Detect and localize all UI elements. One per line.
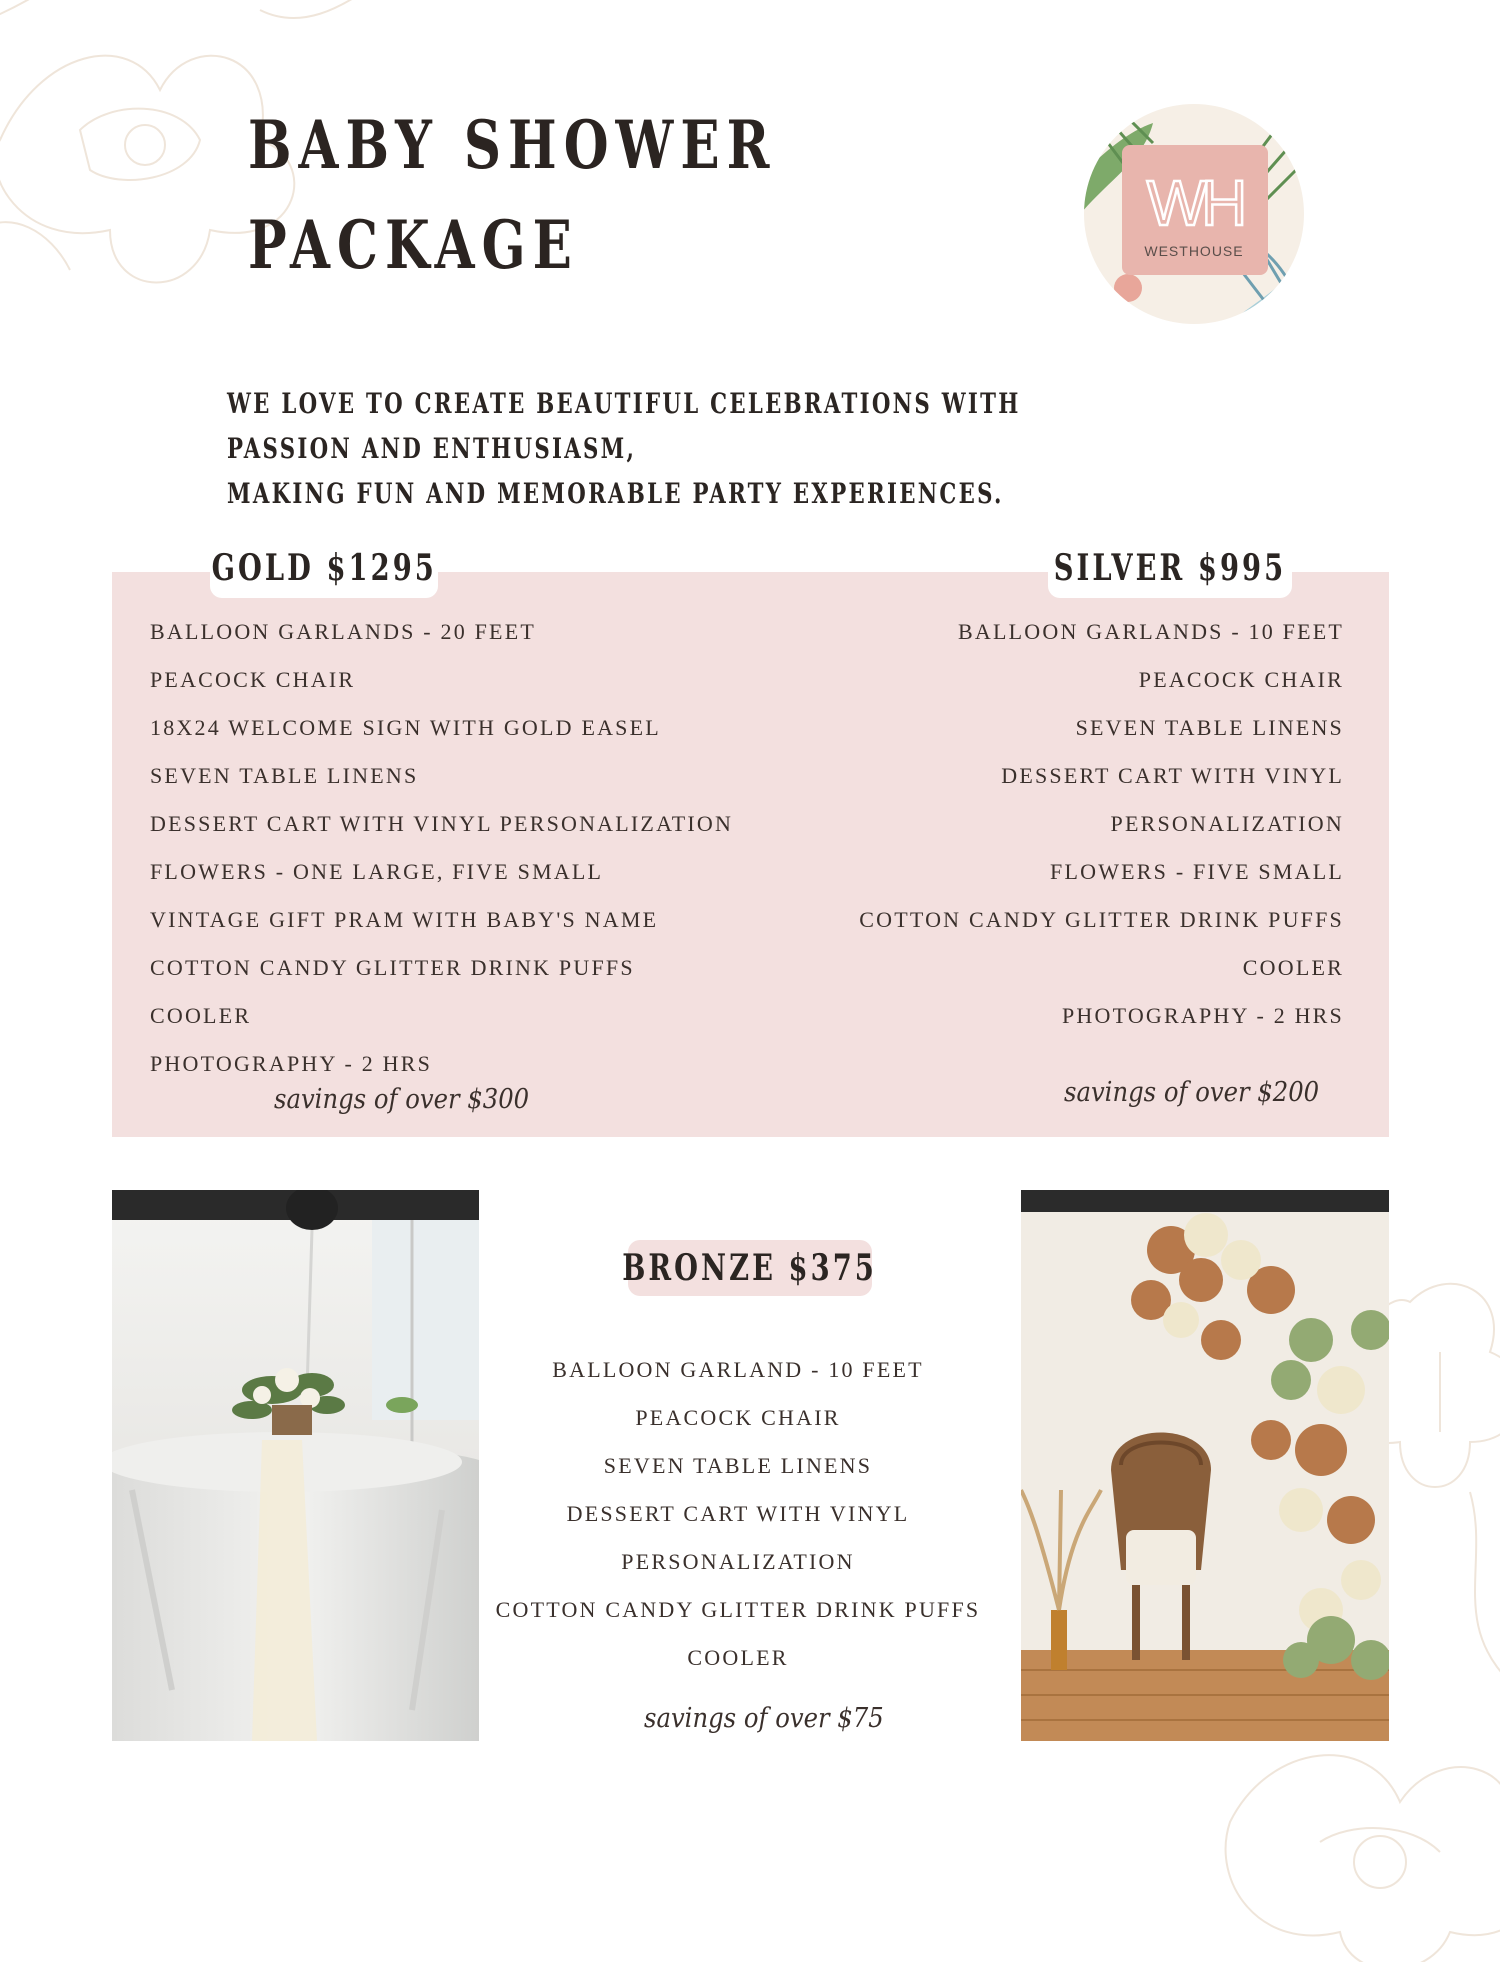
intro-line-1: WE LOVE TO CREATE BEAUTIFUL CELEBRATIONS WITH PASSION AND ENTHUSIASM,: [227, 387, 1021, 465]
list-item: COOLER: [687, 1645, 789, 1670]
westhouse-logo: [1083, 103, 1305, 325]
list-item: PERSONALIZATION: [621, 1549, 855, 1574]
list-item: PEACOCK CHAIR: [150, 667, 356, 692]
list-item: PERSONALIZATION: [1110, 811, 1344, 836]
list-item: DESSERT CART WITH VINYL PERSONALIZATION: [150, 811, 734, 836]
list-item: SEVEN TABLE LINENS: [150, 763, 419, 788]
list-item: PEACOCK CHAIR: [635, 1405, 841, 1430]
gold-package-label-text: GOLD $1295: [211, 547, 437, 589]
list-item: VINTAGE GIFT PRAM WITH BABY'S NAME: [150, 907, 659, 932]
gold-item-list: [150, 608, 733, 1088]
silver-item-list: [859, 608, 1344, 1040]
peacock-chair-photo: [1021, 1190, 1389, 1741]
intro-line-2: MAKING FUN AND MEMORABLE PARTY EXPERIENCES.: [227, 477, 1004, 510]
list-item: COOLER: [150, 1003, 252, 1028]
table-setting-photo: [112, 1190, 479, 1741]
gold-package-label: [210, 538, 438, 598]
bronze-package-label: [622, 1240, 878, 1296]
list-item: COTTON CANDY GLITTER DRINK PUFFS: [859, 907, 1344, 932]
list-item: SEVEN TABLE LINENS: [1075, 715, 1344, 740]
list-item: COTTON CANDY GLITTER DRINK PUFFS: [150, 955, 635, 980]
list-item: COOLER: [1242, 955, 1344, 980]
list-item: PEACOCK CHAIR: [1138, 667, 1344, 692]
title-line-2: PACKAGE: [248, 206, 579, 284]
logo-monogram: WH: [1146, 167, 1242, 239]
page-title: [248, 95, 776, 295]
title-line-1: BABY SHOWER: [248, 106, 777, 184]
bronze-package-label-text: BRONZE $375: [622, 1247, 878, 1289]
bronze-savings-note: savings of over $75: [644, 1703, 884, 1734]
list-item: COTTON CANDY GLITTER DRINK PUFFS: [495, 1597, 981, 1622]
silver-package-label-text: SILVER $995: [1053, 547, 1287, 589]
bronze-item-list: [460, 1346, 1016, 1682]
list-item: BALLOON GARLAND - 10 FEET: [552, 1357, 924, 1382]
logo-name: WESTHOUSE: [1144, 243, 1244, 259]
list-item: SEVEN TABLE LINENS: [603, 1453, 873, 1478]
list-item: DESSERT CART WITH VINYL: [566, 1501, 910, 1526]
gold-savings-note: savings of over $300: [274, 1084, 530, 1115]
intro-text: [227, 381, 1139, 516]
list-item: PHOTOGRAPHY - 2 HRS: [1061, 1003, 1344, 1028]
list-item: FLOWERS - ONE LARGE, FIVE SMALL: [150, 859, 604, 884]
list-item: PHOTOGRAPHY - 2 HRS: [150, 1051, 433, 1076]
list-item: 18X24 WELCOME SIGN WITH GOLD EASEL: [150, 715, 661, 740]
silver-package-label: [1048, 538, 1292, 598]
list-item: BALLOON GARLANDS - 10 FEET: [958, 619, 1344, 644]
silver-savings-note: savings of over $200: [1064, 1077, 1320, 1108]
list-item: BALLOON GARLANDS - 20 FEET: [150, 619, 536, 644]
list-item: DESSERT CART WITH VINYL: [1001, 763, 1344, 788]
list-item: FLOWERS - FIVE SMALL: [1050, 859, 1344, 884]
